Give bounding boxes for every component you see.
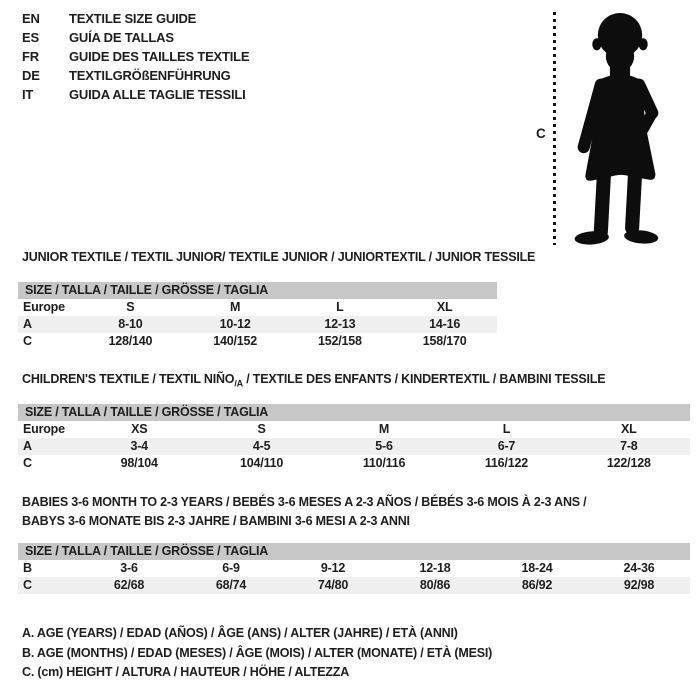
language-row-fr (22, 47, 249, 66)
size-cell: M (378, 422, 390, 436)
language-list (22, 9, 249, 104)
row-label: C (23, 456, 32, 470)
table-row-height (18, 455, 690, 472)
height-measure-label: C (536, 126, 546, 141)
size-header-bar: SIZE / TALLA / TAILLE / GRÖSSE / TAGLIA (18, 543, 690, 560)
size-cell: 152/158 (317, 334, 362, 348)
language-code: EN (22, 11, 40, 26)
language-label: GUÍA DE TALLAS (69, 30, 174, 45)
row-label: A (23, 317, 32, 331)
row-label: Europe (23, 422, 65, 436)
language-label: TEXTILGRÖßENFÜHRUNG (69, 68, 231, 83)
size-cell: 9-12 (320, 561, 346, 575)
size-cell: M (230, 300, 241, 314)
size-cell: 98/104 (120, 456, 158, 470)
language-label: GUIDE DES TAILLES TEXTILE (69, 49, 250, 64)
language-label: TEXTILE SIZE GUIDE (69, 11, 197, 26)
size-cell: XS (131, 422, 148, 436)
row-label: Europe (23, 300, 65, 314)
language-label: GUIDA ALLE TAGLIE TESSILI (69, 87, 246, 102)
toddler-silhouette-icon (564, 8, 676, 248)
size-cell: 14-16 (429, 317, 461, 331)
babies-title-line2: BABYS 3-6 MONATE BIS 2-3 JAHRE / BAMBINI 3-6 MESI A 2-3 ANNI (22, 514, 410, 528)
size-cell: 4-5 (252, 439, 271, 453)
size-cell: 62/68 (113, 578, 145, 592)
size-cell: 110/116 (362, 456, 406, 470)
children-size-table (18, 404, 690, 472)
babies-title-line1: BABIES 3-6 MONTH TO 2-3 YEARS / BEBÉS 3-6 MESES A 2-3 AÑOS / BÉBÉS 3-6 MOIS À 2-3 ANS / (22, 495, 587, 509)
row-label: C (23, 334, 32, 348)
size-cell: 12-13 (324, 317, 356, 331)
size-cell: 92/98 (623, 578, 655, 592)
size-header-bar: SIZE / TALLA / TAILLE / GRÖSSE / TAGLIA (18, 404, 690, 421)
size-cell: XL (436, 300, 453, 314)
junior-size-table (18, 282, 497, 350)
table-row-height (18, 333, 497, 350)
size-cell: 128/140 (108, 334, 153, 348)
legend-note-a: A. AGE (YEARS) / EDAD (AÑOS) / ÂGE (ANS) / ALTER (JAHRE) / ETÀ (ANNI) (22, 626, 458, 640)
table-row-age (18, 316, 497, 333)
children-title-subscript: /A (234, 378, 243, 389)
language-row-it (22, 85, 249, 104)
height-measure-dotted-line (553, 12, 556, 245)
size-cell: 74/80 (317, 578, 349, 592)
table-row-europe (18, 421, 690, 438)
row-label: B (23, 561, 32, 575)
size-header-bar: SIZE / TALLA / TAILLE / GRÖSSE / TAGLIA (18, 282, 497, 299)
size-cell: 158/170 (422, 334, 467, 348)
legend-note-b: B. AGE (MONTHS) / EDAD (MESES) / ÂGE (MOIS) / ALTER (MONATE) / ETÀ (MESI) (22, 645, 493, 660)
row-label: A (23, 439, 32, 453)
children-title-suffix: / TEXTILE DES ENFANTS / KINDERTEXTIL / BAMBINI TESSILE (242, 372, 606, 386)
language-row-de (22, 66, 249, 85)
babies-size-table (18, 543, 690, 594)
language-code: ES (22, 30, 39, 45)
size-cell: 116/122 (484, 456, 528, 470)
size-cell: 12-18 (419, 561, 451, 575)
size-cell: 104/110 (240, 456, 284, 470)
table-row-europe (18, 299, 497, 316)
children-section-title (22, 372, 605, 389)
language-code: FR (22, 49, 39, 64)
language-row-es (22, 28, 249, 47)
row-label: C (23, 578, 32, 592)
size-cell: 10-12 (219, 317, 251, 331)
size-cell: 8-10 (118, 317, 143, 331)
language-code: IT (22, 87, 34, 102)
size-cell: S (257, 422, 266, 436)
size-cell: 68/74 (215, 578, 247, 592)
size-cell: 7-8 (620, 439, 638, 453)
size-cell: L (502, 422, 511, 436)
size-cell: 5-6 (375, 439, 393, 453)
table-row-age (18, 438, 690, 455)
size-cell: L (336, 300, 344, 314)
language-code: DE (22, 68, 40, 83)
size-cell: S (126, 300, 135, 314)
size-cell: 6-7 (497, 439, 516, 453)
size-cell: 86/92 (521, 578, 553, 592)
size-cell: 3-4 (130, 439, 148, 453)
language-row-en (22, 9, 249, 28)
babies-section-title (22, 493, 586, 531)
size-cell: 80/86 (419, 578, 451, 592)
table-row-age-months (18, 560, 690, 577)
size-cell: 3-6 (120, 561, 138, 575)
size-cell: 18-24 (521, 561, 553, 575)
figure-area (528, 6, 688, 250)
size-cell: 140/152 (213, 334, 258, 348)
junior-section-title: JUNIOR TEXTILE / TEXTIL JUNIOR/ TEXTILE JUNIOR / JUNIORTEXTIL / JUNIOR TESSILE (22, 250, 536, 264)
legend-note-c: C. (cm) HEIGHT / ALTURA / HAUTEUR / HÖHE / ALTEZZA (22, 665, 350, 679)
size-cell: 24-36 (623, 561, 655, 575)
children-title-prefix: CHILDREN'S TEXTILE / TEXTIL NIÑO (22, 372, 235, 386)
size-cell: 6-9 (222, 561, 240, 575)
table-row-height (18, 577, 690, 594)
legend-notes (22, 624, 492, 683)
size-cell: 122/128 (606, 456, 651, 470)
size-cell: XL (621, 422, 637, 436)
